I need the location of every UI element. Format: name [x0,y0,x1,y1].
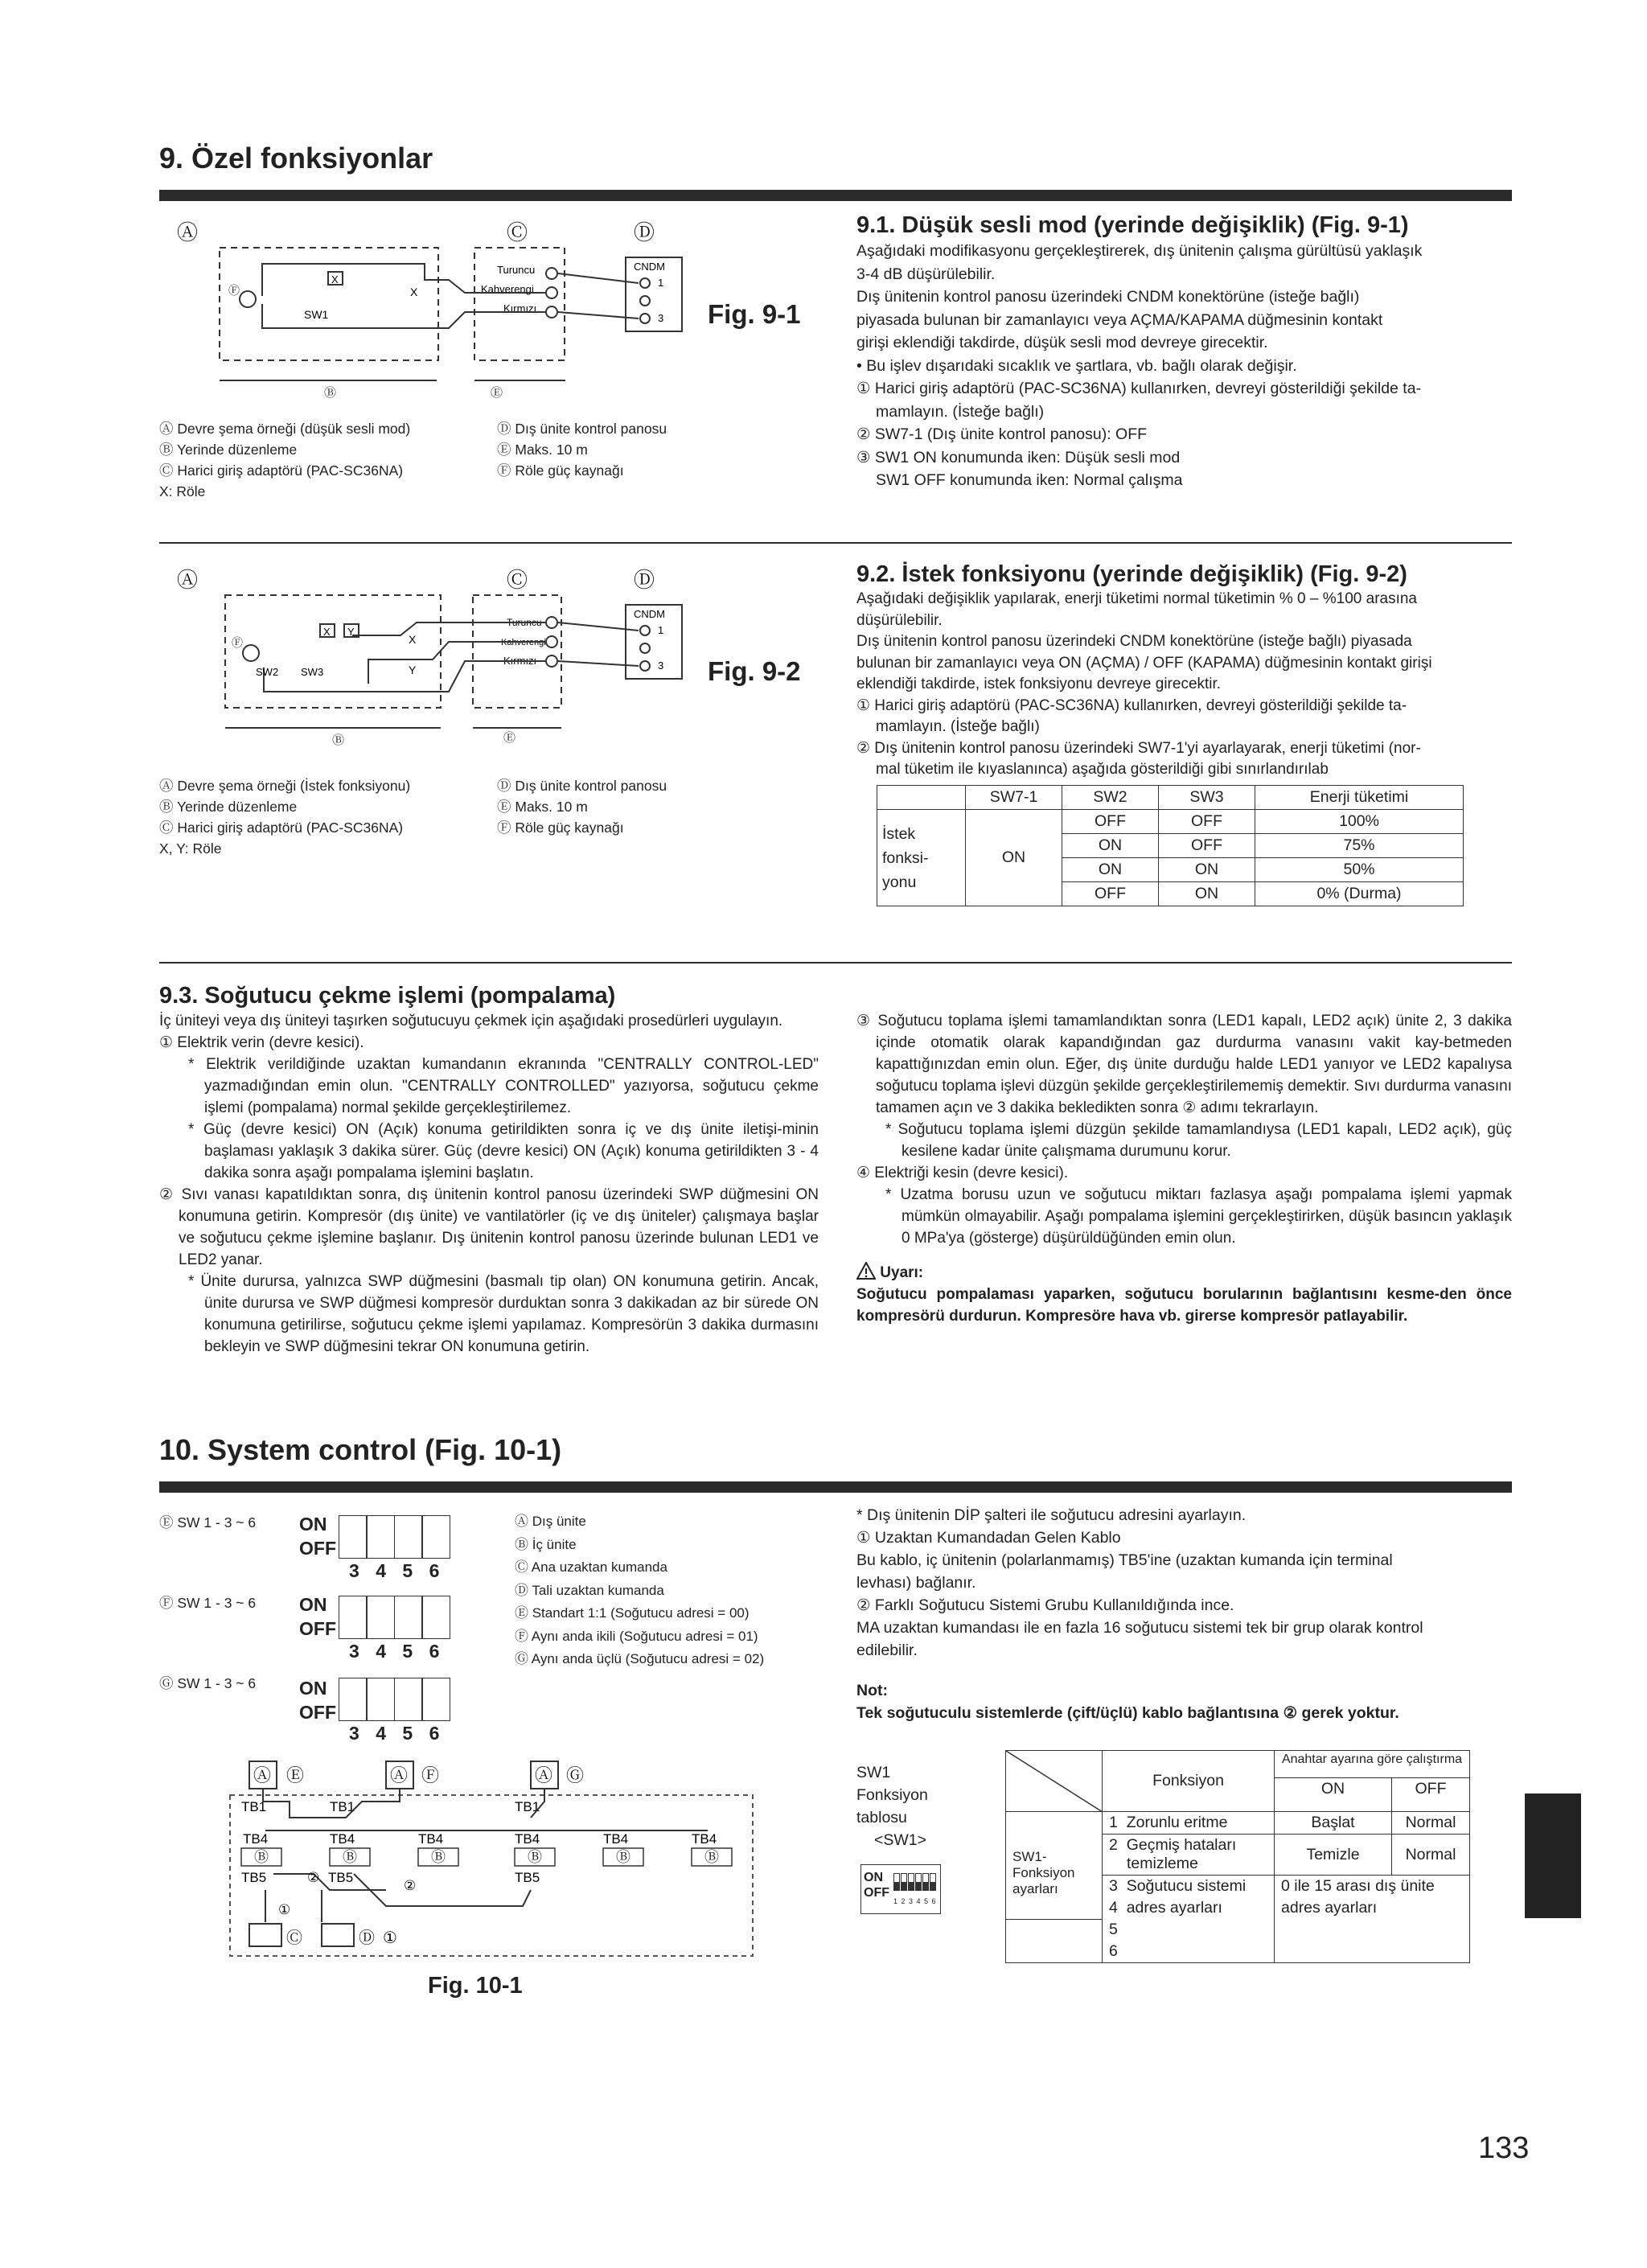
table-header: SW7-1 [966,786,1062,810]
side-tab [1525,1793,1581,1918]
page-number: 133 [1478,2131,1530,2165]
table-cell: 3 Soğutucu sistemi [1103,1876,1275,1898]
table-cell: Normal [1392,1835,1470,1876]
dip-cell [366,1515,395,1559]
caption-line: SW1 [856,1764,891,1781]
fig1-relay-label: X [410,286,418,298]
fig2-relay-y-box: Y [347,626,355,638]
table-cell [1275,1919,1470,1941]
paragraph: girişi eklendiği takdirde, düşük sesli mod devreye girecektir. [856,334,1268,351]
fig-9-1-label: Fig. 9-1 [708,299,801,329]
fig2-sw2: SW2 [256,666,279,678]
legend-item: Ⓕ Röle güç kaynağı [497,462,624,479]
dip-cell [366,1596,395,1639]
table-cell: ON [966,810,1062,906]
dip-cell [421,1596,450,1639]
paragraph: 3-4 dB düşürülebilir. [856,265,996,283]
fig1-mark-a: Ⓐ [177,221,199,245]
legend-item: Ⓑ İç ünite [515,1536,577,1552]
fig2-relay-y: Y [409,664,417,676]
paragraph: MA uzaktan kumandası ile en fazla 16 soğutucu sistemi tek bir grup olarak kontrol [856,1619,1423,1637]
paragraph: ① Uzaktan Kumandadan Gelen Kablo [856,1529,1121,1547]
fig2-sw3: SW3 [301,666,324,678]
dip-cell [339,1596,368,1639]
wiring-e: Ⓔ [286,1766,305,1786]
legend-item: Ⓕ Röle güç kaynağı [497,820,624,836]
fig2-cndm: CNDM [634,608,665,620]
table-cell [1275,1941,1470,1963]
wiring-n2: ② [404,1878,417,1894]
paragraph: * Ünite durursa, yalnızca SWP düğmesini (basmalı tip olan) ON konumuna getirin. Ancak, ünite durursa ve SWP düğmesi kompresör durduktan sonra 3 dakikadan az bir sürede ON konumuna getirilirse, soğutucu çekme işlemi yapılamaz. Kompresörün 3 dakika durmasını bekleyin ve SWP düğmesini tekrar ON konumuna getirin. [188,1273,819,1355]
fig2-mark-b: Ⓑ [332,733,345,747]
section9-rule [159,190,1512,201]
switch-row-g [159,1673,256,1694]
paragraph: * Soğutucu toplama işlemi düzgün şekilde tamamlandıysa (LED1 kapalı, LED2 açık), güç kesilene kadar ünite çalışmama durumunu korur. [885,1121,1512,1160]
paragraph: ① Harici giriş adaptörü (PAC-SC36NA) kullanırken, devreyi gösterildiği şekilde ta- [856,696,1407,714]
fig2-wire-red: Kırmızı [503,655,537,667]
s93-title: 9.3. Soğutucu çekme işlemi (pompalama) [159,983,616,1009]
legend-item: Ⓔ Standart 1:1 (Soğutucu adresi = 00) [515,1605,750,1621]
switch-mark: Ⓕ [159,1595,174,1611]
wiring-tb1: TB1 [241,1799,267,1814]
legend-item: Ⓒ Ana uzaktan kumanda [515,1559,667,1575]
energy-table [877,785,1464,906]
legend-item: Ⓑ Yerinde düzenleme [159,442,298,458]
table-cell: ON [1159,882,1255,906]
paragraph: İç üniteyi veya dış üniteyi taşırken soğutucuyu çekmek için aşağıdaki prosedürleri uygulayın. [159,1013,783,1029]
fig1-sw1: SW1 [304,308,329,321]
fig-9-2-legend-left [159,775,481,859]
wiring-b: Ⓑ [343,1849,357,1866]
wiring-tb1: TB1 [515,1799,540,1814]
paragraph: Bu kablo, iç ünitenin (polarlanmamış) TB5'ine (uzaktan kumanda için terminal [856,1551,1393,1569]
legend-item: Ⓐ Devre şema örneği (düşük sesli mod) [159,421,411,437]
fig2-relay-x: X [409,633,417,646]
paragraph: Aşağıdaki değişiklik yapılarak, enerji tüketimi normal tüketimin % 0 – %100 arasına [856,590,1417,607]
caption-line: <SW1> [874,1831,927,1849]
paragraph: • Bu işlev dışarıdaki sıcaklık ve şartlara, vb. bağlı olarak değişir. [856,356,1297,375]
caption-line: tablosu [856,1809,907,1826]
dip-toggles [893,1873,937,1891]
wiring-tb5: TB5 [328,1870,354,1885]
table-cell: 4 adres ayarları [1103,1897,1275,1919]
on-label: ON [299,1678,327,1699]
legend-item: Ⓔ Maks. 10 m [497,799,588,815]
on-label: ON [299,1594,327,1615]
wiring-b: Ⓑ [704,1849,719,1866]
group-label: SW1-Fonksiyon ayarları [1012,1849,1075,1896]
paragraph: ③ Soğutucu toplama işlemi tamamlandıktan sonra (LED1 kapalı, LED2 açık) ünite 2, 3 dakika içinde otomatik olarak kapandığından gaz durdurma vanasını vakit kay-betmeden kapattığınızdan emin olun. Eğer, dış ünite durduğu halde LED1 yanıyor ve LED2 kapalıysa soğutucu toplama işlevi düzgün şekilde gerçekleştirilememiş demektir. Sıvı durdurma vanasını tamamen açın ve 3 dakika bekledikten sonra ② adımı tekrarlayın. [856,1013,1512,1116]
paragraph: Aşağıdaki modifikasyonu gerçekleştirerek, dış ünitenin çalışma gürültüsü yaklaşık [856,242,1423,260]
paragraph: * Dış ünitenin DİP şalteri ile soğutucu adresini ayarlayın. [856,1506,1247,1524]
off-label: OFF [299,1538,336,1559]
dip-cell [421,1515,450,1559]
table-cell: OFF [1062,882,1159,906]
warning-title: Uyarı: [880,1264,924,1281]
table-cell: OFF [1159,834,1255,858]
corner-diagonal [1006,1751,1103,1812]
table-cell: 6 [1103,1941,1275,1963]
legend-item: Ⓒ Harici giriş adaptörü (PAC-SC36NA) [159,462,404,479]
wiring-n2: ② [307,1870,320,1886]
switch-on-off-e [299,1512,336,1560]
dip-cell [339,1678,368,1721]
wiring-tb4: TB4 [418,1831,444,1847]
switch-mark: Ⓖ [159,1675,174,1691]
table-cell: Başlat [1275,1812,1392,1835]
wiring-a3: Ⓐ [535,1766,553,1786]
fig2-mark-f: Ⓕ [232,637,243,650]
table-header: SW3 [1159,786,1255,810]
table-header: Anahtar ayarına göre çalıştırma [1275,1751,1470,1778]
paragraph: piyasada bulunan bir zamanlayıcı veya AÇMA/KAPAMA düğmesinin kontakt [856,310,1383,329]
table-cell [1006,1919,1103,1941]
fig-10-1-label: Fig. 10-1 [428,1973,523,1999]
legend-item: Ⓐ Dış ünite [515,1514,586,1529]
paragraph: levhası) bağlanır. [856,1574,976,1592]
table-cell: Normal [1392,1812,1470,1835]
paragraph: edilebilir. [856,1641,918,1659]
dip-cell [394,1678,423,1721]
fig1-wire-orange: Turuncu [497,264,536,276]
fig2-mark-a: Ⓐ [177,569,199,593]
wiring-tb4: TB4 [243,1831,269,1847]
table-cell: ON [1062,834,1159,858]
warning-heading [856,1262,1512,1284]
sw1-dip-switch [860,1864,941,1914]
dip-cell [394,1515,423,1559]
table-header [877,786,966,810]
table-cell: 0 ile 15 arası dış ünite [1275,1876,1470,1898]
wiring-b: Ⓑ [616,1849,630,1866]
table-cell: OFF [1062,810,1159,834]
dip-off: OFF [864,1886,889,1900]
fig2-mark-c: Ⓒ [507,569,528,593]
wiring-c: Ⓒ [286,1928,302,1947]
table-cell: 50% [1255,858,1464,882]
paragraph: SW1 OFF konumunda iken: Normal çalışma [876,471,1183,489]
wiring-b: Ⓑ [254,1849,269,1866]
table-cell: ON [1159,858,1255,882]
table-cell [1006,1941,1103,1963]
s91-title: 9.1. Düşük sesli mod (yerinde değişiklik) (Fig. 9-1) [856,212,1409,238]
paragraph: ② Dış ünitenin kontrol panosu üzerindeki SW7-1'yi ayarlayarak, enerji tüketimi (nor- [856,739,1421,757]
paragraph: düşürülebilir. [856,611,943,629]
fig2-pin1: 1 [658,624,664,636]
dip-labels [864,1870,889,1900]
switch-label: SW 1 - 3 ~ 6 [177,1514,257,1530]
dip-cell [366,1678,395,1721]
paragraph: * Elektrik verildiğinde uzaktan kumandanın ekranında "CENTRALLY CONTROL-LED" yazmadığından emin olun. "CENTRALLY CONTROLLED" yazıyorsa, soğutucu çekme işlemi (pompalama) normal şekilde gerçekleştirilemez. [188,1056,819,1116]
legend-item: Ⓐ Devre şema örneği (İstek fonksiyonu) [159,778,411,794]
wiring-d: Ⓓ [359,1928,375,1947]
table-cell: OFF [1159,810,1255,834]
dip-on: ON [864,1871,883,1884]
dip-grid-e [339,1515,450,1559]
table-header: Enerji tüketimi [1255,786,1464,810]
dip-cell [394,1596,423,1639]
paragraph: ③ SW1 ON konumunda iken: Düşük sesli mod [856,448,1181,466]
wiring-tb5: TB5 [241,1870,267,1885]
paragraph: Dış ünitenin kontrol panosu üzerindeki CNDM konektörüne (isteğe bağlı) [856,288,1360,306]
dip-grid-g [339,1678,450,1721]
legend-item: Ⓔ Maks. 10 m [497,442,588,458]
fig1-pin1: 1 [658,277,664,289]
switch-settings [159,1512,529,1753]
fig2-mark-e: Ⓔ [503,730,516,745]
switch-on-off-f [299,1592,336,1641]
legend-item: Ⓓ Tali uzaktan kumanda [515,1582,664,1598]
legend-item: Ⓖ Aynı anda üçlü (Soğutucu adresi = 02) [515,1651,765,1666]
dip-cell [421,1678,450,1721]
dip-digits-e: 3 4 5 6 [349,1560,440,1581]
wiring-b: Ⓑ [528,1849,542,1866]
wiring-tb4: TB4 [330,1831,355,1847]
table-row-label: İstek fonksi-yonu [877,810,966,906]
paragraph: bulunan bir zamanlayıcı veya ON (AÇMA) / OFF (KAPAMA) düğmesinin kontakt girişi [856,654,1432,672]
divider [159,542,1512,544]
s92-title: 9.2. İstek fonksiyonu (yerinde değişiklik) (Fig. 9-2) [856,561,1407,587]
table-header: ON [1275,1778,1392,1812]
legend-item: Ⓑ Yerinde düzenleme [159,799,298,815]
table-cell: 2 Geçmiş hataları temizleme [1103,1835,1275,1876]
wiring-tb5: TB5 [515,1870,540,1885]
wiring-a2: Ⓐ [390,1766,409,1786]
fig1-wire-red: Kırmızı [503,302,537,314]
table-header: OFF [1392,1778,1470,1812]
table-cell: 1 Zorunlu eritme [1103,1812,1275,1835]
table-cell: ON [1062,858,1159,882]
table-corner [1006,1751,1103,1812]
fig1-wire-brown: Kahverengi [481,283,534,295]
fig-9-2-diagram [159,563,883,748]
dip-cell [339,1515,368,1559]
wiring-tb4: TB4 [603,1831,629,1847]
sw1-caption [856,1761,928,1851]
legend-item: X: Röle [159,483,206,499]
s93-right [856,1010,1512,1327]
dip-grid-f [339,1596,450,1639]
fig2-mark-d: Ⓓ [634,569,655,593]
wiring-n1: ① [383,1928,397,1947]
paragraph: ④ Elektriği kesin (devre kesici). [856,1165,1069,1181]
switch-label: SW 1 - 3 ~ 6 [177,1675,257,1691]
wiring-b: Ⓑ [431,1849,446,1866]
system-legend [515,1510,852,1671]
table-cell: 5 [1103,1919,1275,1941]
note-text: Tek soğutuculu sistemlerde (çift/üçlü) kablo bağlantısına ② gerek yoktur. [856,1704,1399,1722]
section10-rule [159,1481,1512,1493]
fig1-relay-x: X [331,273,339,286]
legend-item: Ⓒ Harici giriş adaptörü (PAC-SC36NA) [159,820,404,836]
table-cell: 0% (Durma) [1255,882,1464,906]
fig2-relay-x-box: X [323,626,331,638]
fig1-pin3: 3 [658,312,664,324]
note-title: Not: [856,1682,888,1699]
wiring-n1: ① [278,1902,291,1918]
paragraph: ① Harici giriş adaptörü (PAC-SC36NA) kullanırken, devreyi gösterildiği şekilde ta- [856,380,1422,397]
warning-icon [856,1262,876,1280]
paragraph: ② SW7-1 (Dış ünite kontrol panosu): OFF [856,425,1148,443]
legend-item: Ⓓ Dış ünite kontrol panosu [497,421,667,437]
table-cell: 100% [1255,810,1464,834]
section10-title: 10. System control (Fig. 10-1) [159,1433,562,1466]
sw1-function-table [1005,1750,1470,1963]
paragraph: mamlayın. (İsteğe bağlı) [876,402,1045,421]
wiring-tb1: TB1 [330,1799,355,1814]
switch-row-e [159,1512,256,1533]
fig-10-1-wiring [225,1753,788,1962]
section9-title: 9. Özel fonksiyonlar [159,142,433,175]
paragraph: mal tüketim ile kıyaslanınca) aşağıda gösterildiği gibi sınırlandırılab [876,761,1329,778]
fig-9-1-legend-right [497,418,835,481]
table-header: Fonksiyon [1103,1751,1275,1812]
fig1-cndm: CNDM [634,261,665,273]
s92-body [856,589,1512,781]
wiring-tb4: TB4 [692,1831,717,1847]
wiring-g: Ⓖ [566,1766,585,1786]
fig1-mark-d: Ⓓ [634,221,655,245]
off-label: OFF [299,1618,336,1639]
s93-left [159,1010,819,1358]
paragraph: ① Elektrik verin (devre kesici). [159,1034,364,1051]
table-cell: 75% [1255,834,1464,858]
wiring-a1: Ⓐ [253,1766,272,1786]
divider [159,962,1512,963]
wiring-f: Ⓕ [421,1766,440,1786]
paragraph: ② Farklı Soğutucu Sistemi Grubu Kullanıldığında ince. [856,1596,1234,1614]
legend-item: X, Y: Röle [159,840,222,857]
switch-row-f [159,1592,256,1613]
wiring-tb4: TB4 [515,1831,540,1847]
switch-on-off-g [299,1676,336,1724]
legend-item: Ⓓ Dış ünite kontrol panosu [497,778,667,794]
table-group-label [1006,1849,1103,1919]
table-header: SW2 [1062,786,1159,810]
fig2-pin3: 3 [658,659,664,672]
paragraph: mamlayın. (İsteğe bağlı) [876,718,1040,735]
fig-9-2-legend-right [497,775,835,838]
table-cell: adres ayarları [1275,1897,1470,1919]
fig2-wire-orange: Turuncu [507,617,542,628]
off-label: OFF [299,1702,336,1723]
on-label: ON [299,1514,327,1535]
fig1-mark-e: Ⓔ [491,385,503,400]
paragraph: * Güç (devre kesici) ON (Açık) konuma getirildikten sonra iç ve dış ünite iletişi-minin başlaması yaklaşık 3 dakika sürer. Güç (devre kesici) ON (Açık) konuma getirildikten 3 - 4 dakika sonra aşağı pompalama işlemini başlatın. [188,1121,819,1181]
paragraph: * Uzatma borusu uzun ve soğutucu miktarı fazlasya aşağı pompalama işlemi yapmak mümkün olmayabilir. Aşağı pompalama işlemini gerçekleştirirken, düşük basıncın yaklaşık 0 MPa'ya (gösterge) düşürüldüğünden emin olun. [885,1186,1512,1247]
dip-digits-g: 3 4 5 6 [349,1723,440,1744]
s91-body [856,240,1512,492]
switch-mark: Ⓔ [159,1514,174,1530]
switch-label: SW 1 - 3 ~ 6 [177,1595,257,1611]
fig1-mark-c: Ⓒ [507,221,528,245]
fig2-wire-brown: Kahverengi [501,638,546,647]
paragraph: ② Sıvı vanası kapatıldıktan sonra, dış ünitenin kontrol panosu üzerindeki SWP düğmesini ON konumuna getirin. Kompresör (dış ünite) ve vantilatörler (iç ve dış üniteler) çalışmaya başlar ve soğutucu çekme işlemine başlanır. Dış ünitenin kontrol panosu üzerinde bulunan LED1 ve LED2 yanar. [159,1186,819,1268]
legend-item: Ⓕ Aynı anda ikili (Soğutucu adresi = 01) [515,1628,758,1644]
fig-9-1-legend-left [159,418,481,502]
paragraph: Dış ünitenin kontrol panosu üzerindeki CNDM konektörüne (isteğe bağlı) piyasada [856,633,1412,650]
dip-numbers: 1 2 3 4 5 6 [893,1897,937,1905]
dip-digits-f: 3 4 5 6 [349,1641,440,1662]
s10-body [856,1504,1512,1724]
caption-line: Fonksiyon [856,1786,928,1804]
fig1-mark-f: Ⓕ [228,285,240,298]
fig-9-2-label: Fig. 9-2 [708,656,801,686]
paragraph: eklendiği takdirde, istek fonksiyonu devreye girecektir. [856,676,1222,692]
fig1-mark-b: Ⓑ [324,385,337,400]
table-cell: Temizle [1275,1835,1392,1876]
warning-text: Soğutucu pompalaması yaparken, soğutucu borularının bağlantısını kesme-den önce kompresörü durdurun. Kompresöre hava vb. girerse kompresör patlayabilir. [856,1286,1512,1325]
